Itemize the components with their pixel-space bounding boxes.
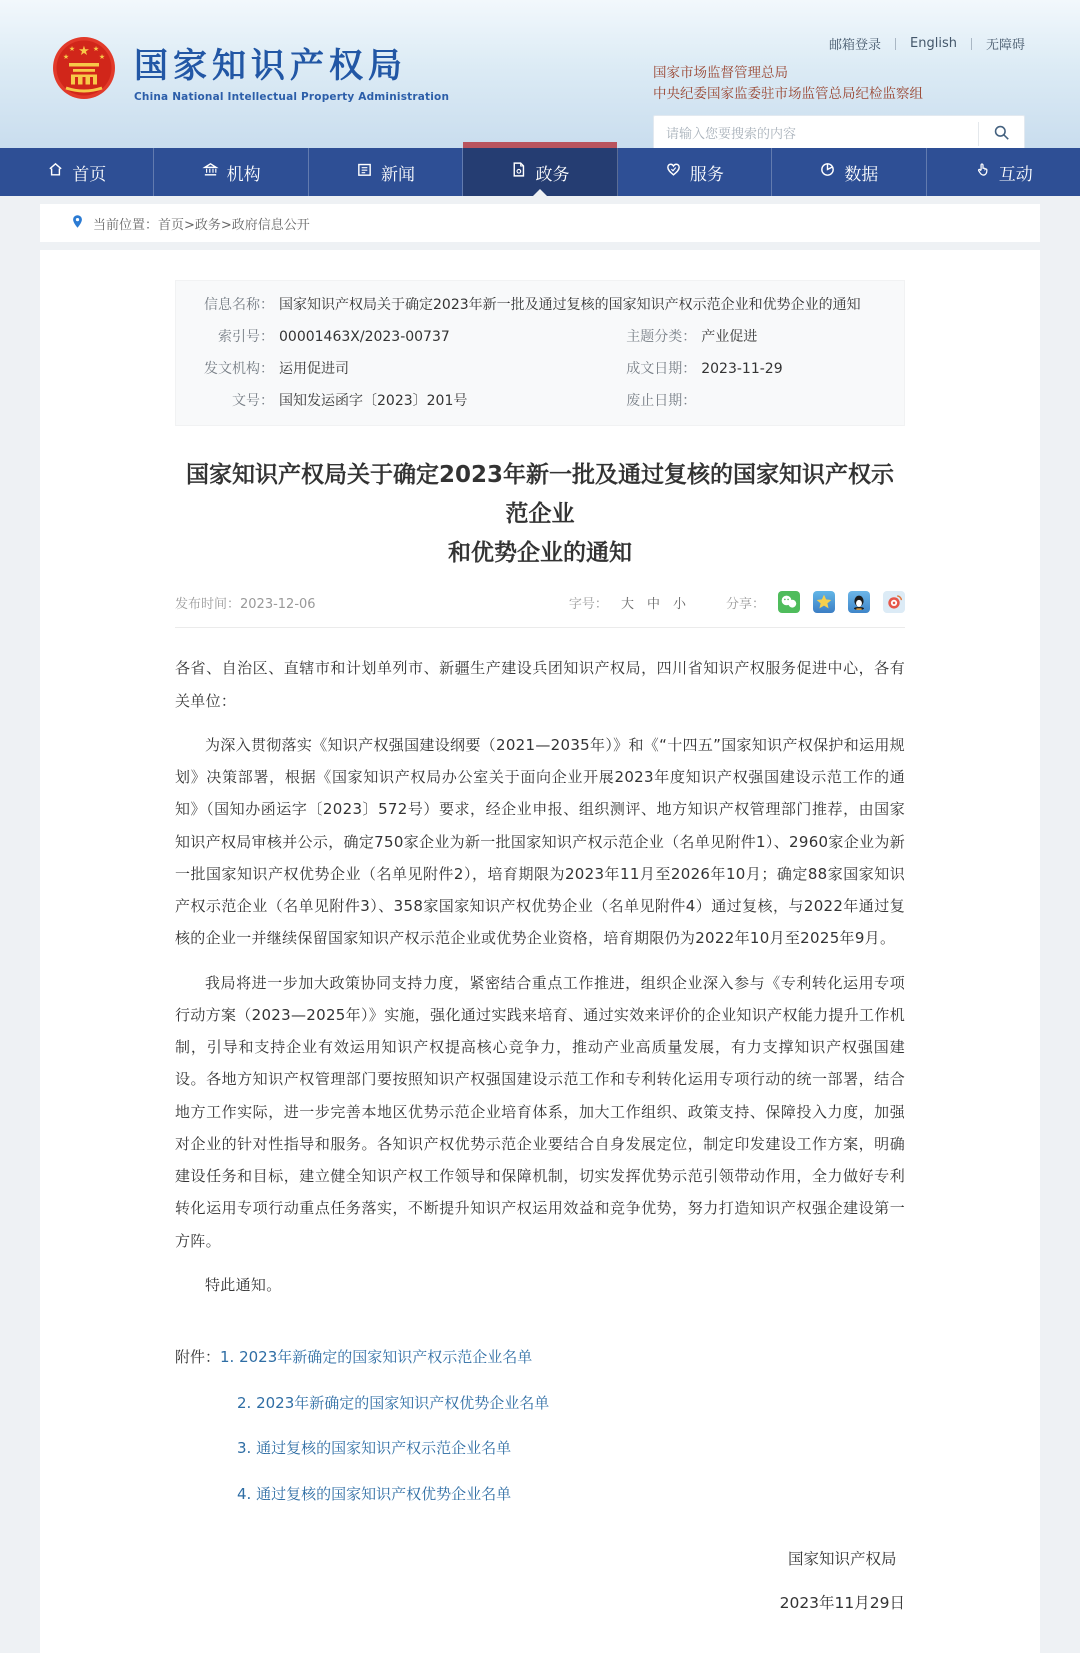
weibo-share-icon[interactable] <box>883 591 905 613</box>
publish-date: 2023-12-06 <box>240 596 316 612</box>
svg-text:★: ★ <box>92 45 100 53</box>
info-repeal-value <box>696 385 701 417</box>
info-docno-value: 国知发运函字〔2023〕201号 <box>279 393 468 409</box>
institution-icon <box>202 161 219 183</box>
qzone-share-icon[interactable] <box>813 591 835 613</box>
info-table <box>175 280 905 426</box>
breadcrumb-label: 当前位置： <box>93 217 159 233</box>
info-topic-label: 主题分类： <box>626 329 697 345</box>
attachment-link-4[interactable]: 4. 通过复核的国家知识产权优势企业名单 <box>237 1484 512 1503</box>
accessibility-link[interactable]: 无障碍 <box>985 38 1025 53</box>
svg-text:★: ★ <box>68 45 76 53</box>
info-date-value: 2023-11-29 <box>701 361 783 377</box>
info-docno-label: 文号： <box>232 393 274 409</box>
svg-text:★: ★ <box>78 44 90 59</box>
dept-links <box>653 63 1025 105</box>
publish-label: 发布时间： <box>175 596 241 612</box>
main-nav <box>0 148 1080 196</box>
info-issuer-label: 发文机构： <box>204 361 274 377</box>
signature-block <box>175 1547 905 1613</box>
paragraph-closing: 特此通知。 <box>205 1275 282 1294</box>
pie-chart-icon <box>819 161 836 183</box>
hand-pointer-icon <box>974 161 991 183</box>
nav-label: 政务 <box>535 164 570 185</box>
info-topic-value: 产业促进 <box>701 329 758 345</box>
article-body <box>175 652 905 1301</box>
content-panel <box>40 250 1040 1653</box>
attachments <box>175 1345 905 1507</box>
font-size-medium-button[interactable]: 中 <box>646 596 660 612</box>
breadcrumb <box>40 204 1040 242</box>
attachments-label: 附件： <box>175 1348 221 1367</box>
search-icon <box>992 123 1011 146</box>
location-pin-icon <box>70 214 93 233</box>
brand <box>52 36 449 104</box>
info-row-index <box>176 321 904 353</box>
font-size-small-button[interactable]: 小 <box>672 596 686 612</box>
search-input[interactable] <box>654 116 978 152</box>
article-meta-row <box>175 591 905 628</box>
dept-link-samr[interactable]: 国家市场监督管理总局 <box>653 65 788 81</box>
share-label: 分享： <box>725 596 765 612</box>
info-index-value: 00001463X/2023-00737 <box>279 329 450 345</box>
info-row-docno <box>176 385 904 417</box>
title-line-1: 国家知识产权局关于确定2023年新一批及通过复核的国家知识产权示范企业 <box>185 462 894 528</box>
nav-item-data[interactable] <box>772 148 926 196</box>
signature-org: 国家知识产权局 <box>788 1550 897 1569</box>
service-heart-icon <box>665 161 682 183</box>
attachment-row-2 <box>175 1391 905 1417</box>
agency-name-cn: 国家知识产权局 <box>134 45 407 86</box>
svg-text:★: ★ <box>98 53 106 61</box>
nav-label: 新闻 <box>381 164 416 185</box>
nav-label: 互动 <box>998 164 1033 185</box>
attachment-link-1[interactable]: 1. 2023年新确定的国家知识产权示范企业名单 <box>220 1348 533 1367</box>
info-date-label: 成文日期： <box>626 361 697 377</box>
nav-item-government-affairs[interactable] <box>463 148 617 196</box>
site-header <box>0 0 1080 148</box>
info-repeal-label: 废止日期： <box>626 393 697 409</box>
divider <box>971 38 972 50</box>
nav-label: 首页 <box>72 164 107 185</box>
english-link[interactable]: English <box>910 36 957 51</box>
wechat-share-icon[interactable] <box>778 591 800 613</box>
nav-item-news[interactable] <box>309 148 463 196</box>
nav-item-services[interactable] <box>618 148 772 196</box>
attachment-row-3 <box>175 1436 905 1462</box>
svg-text:★: ★ <box>62 53 70 61</box>
page-title <box>175 456 905 573</box>
paragraph-1: 为深入贯彻落实《知识产权强国建设纲要（2021—2035年）》和《“十四五”国家知识产权保护和运用规划》决策部署，根据《国家知识产权局办公室关于面向企业开展2023年度知识产权强国建设示范工作的通知》（国知办函运字〔2023〕572号）要求，经企业申报、组织测评、地方知识产权管理部门推荐，由国家知识产权局审核并公示，确定750家企业为新一批国家知识产权示范企业（名单见附件1）、2960家企业为新一批国家知识产权优势企业（名单见附件2），培育期限为2023年11月至2026年10月；确定88家国家知识产权示范企业（名单见附件3）、358家国家知识产权优势企业（名单见附件4）通过复核，与2022年通过复核的企业一并继续保留国家知识产权示范企业或优势企业资格，培育期限仍为2022年10月至2025年9月。 <box>175 735 905 948</box>
nav-label: 服务 <box>689 164 724 185</box>
breadcrumb-path[interactable]: 首页>政务>政府信息公开 <box>158 217 310 233</box>
info-name-label: 信息名称： <box>204 297 274 313</box>
national-emblem-logo <box>52 36 116 104</box>
signature-date: 2023年11月29日 <box>779 1594 905 1613</box>
attachment-row-4 <box>175 1482 905 1508</box>
info-row-name <box>176 289 904 321</box>
news-icon <box>356 161 373 183</box>
document-icon <box>510 161 527 183</box>
meta-tools <box>569 591 905 613</box>
info-issuer-value: 运用促进司 <box>279 361 349 377</box>
nav-item-institution[interactable] <box>154 148 308 196</box>
info-name-value: 国家知识产权局关于确定2023年新一批及通过复核的国家知识产权示范企业和优势企业的通知 <box>279 297 861 313</box>
qq-share-icon[interactable] <box>848 591 870 613</box>
title-line-2: 和优势企业的通知 <box>448 540 632 567</box>
top-links <box>653 34 1025 53</box>
font-size-label: 字号： <box>568 596 608 612</box>
brand-text <box>134 38 449 103</box>
divider <box>895 38 896 50</box>
header-right <box>653 34 1025 153</box>
nav-item-home[interactable] <box>0 148 154 196</box>
nav-item-interaction[interactable] <box>927 148 1080 196</box>
paragraph-2: 我局将进一步加大政策协同支持力度，紧密结合重点工作推进，组织企业深入参与《专利转化运用专项行动方案（2023—2025年）》实施，强化通过实践来培育、通过实效来评价的企业知识产权能力提升工作机制，引导和支持企业有效运用知识产权提高核心竞争力，推动产业高质量发展，有力支撑知识产权强国建设。各地方知识产权管理部门要按照知识产权强国建设示范工作和专利转化运用专项行动的统一部署，结合地方工作实际，进一步完善本地区优势示范企业培育体系，加大工作组织、政策支持、保障投入力度，加强对企业的针对性指导和服务。各知识产权优势示范企业要结合自身发展定位，制定印发建设工作方案，明确建设任务和目标，建立健全知识产权工作领导和保障机制，切实发挥优势示范引领带动作用，全力做好专利转化运用专项行动重点任务落实，不断提升知识产权运用效益和竞争优势，努力打造知识产权强企建设第一方阵。 <box>175 973 905 1250</box>
agency-name-en: China National Intellectual Property Administration <box>134 90 450 103</box>
font-size-large-button[interactable]: 大 <box>620 596 634 612</box>
attachment-row-1 <box>175 1345 905 1371</box>
info-index-label: 索引号： <box>218 329 274 345</box>
paragraph-salutation: 各省、自治区、直辖市和计划单列市、新疆生产建设兵团知识产权局，四川省知识产权服务促进中心，各有关单位： <box>175 659 905 710</box>
attachment-link-2[interactable]: 2. 2023年新确定的国家知识产权优势企业名单 <box>237 1393 550 1412</box>
attachment-link-3[interactable]: 3. 通过复核的国家知识产权示范企业名单 <box>237 1439 512 1458</box>
search-button[interactable] <box>978 122 1024 146</box>
mail-login-link[interactable]: 邮箱登录 <box>829 38 882 53</box>
dept-link-discipline[interactable]: 中央纪委国家监委驻市场监管总局纪检监察组 <box>653 86 923 102</box>
nav-label: 机构 <box>226 164 261 185</box>
home-icon <box>47 161 64 183</box>
publish-time <box>175 593 316 612</box>
info-row-issuer <box>176 353 904 385</box>
nav-label: 数据 <box>844 164 879 185</box>
